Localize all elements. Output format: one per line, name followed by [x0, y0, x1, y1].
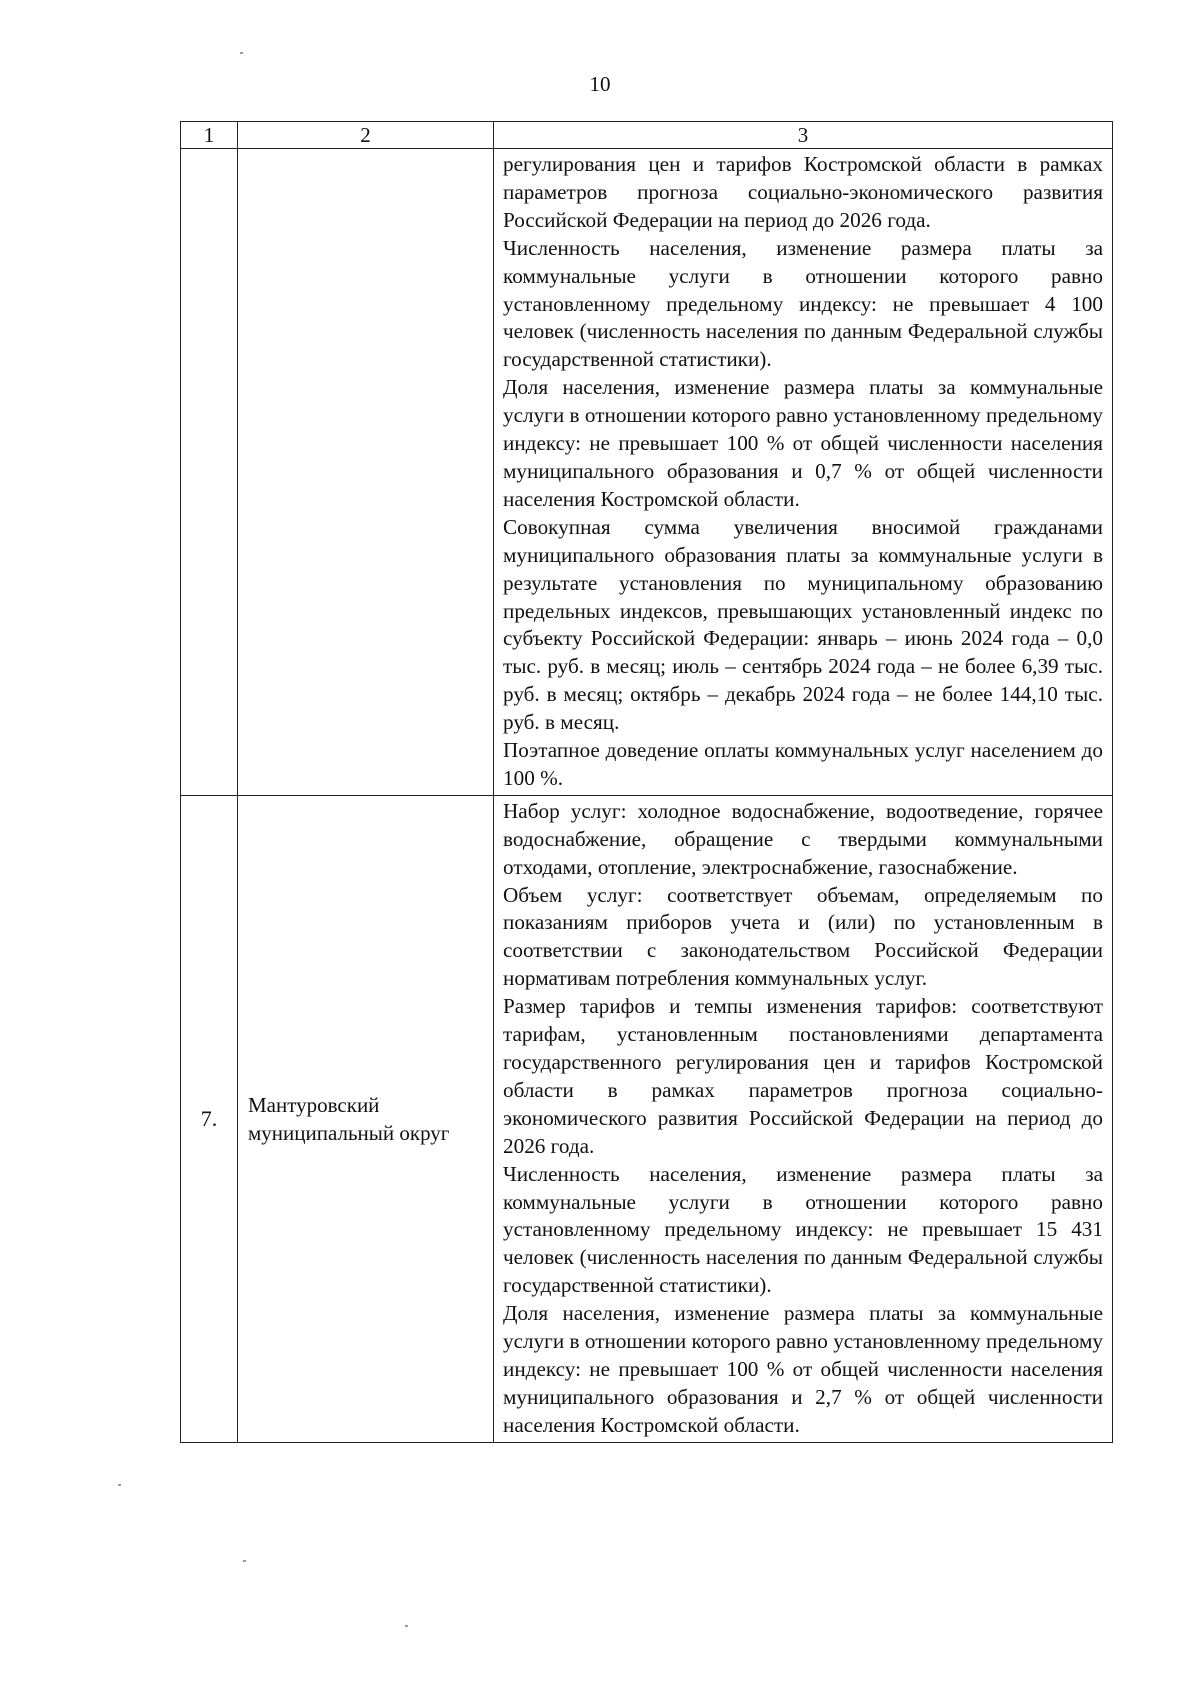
row-number: 7.	[181, 795, 238, 1442]
scan-speck	[240, 52, 243, 54]
page-number: 10	[589, 72, 611, 96]
column-header-3: 3	[494, 122, 1113, 149]
scan-speck	[243, 1560, 246, 1562]
description-paragraph: Совокупная сумма увеличения вносимой гражданами муниципального образования платы за коммунальные услуги в результате установления по муниципальному образованию предельных индексов, превышающих установленный индекс по субъекту Российской Федерации: январь – июнь 2024 года – 0,0 тыс. руб. в месяц; июль – сентябрь 2024 года – не более 6,39 тыс. руб. в месяц; октябрь – декабрь 2024 года – не более 144,10 тыс. руб. в месяц.	[503, 514, 1103, 735]
table-header-row	[181, 122, 1113, 149]
description-paragraph: Доля населения, изменение размера платы за коммунальные услуги в отношении которого равно установленному предельному индексу: не превышает 100 % от общей численности населения муниципального образования и 0,7 % от общей численности населения Костромской области.	[503, 375, 1103, 511]
description-paragraph: Численность населения, изменение размера платы за коммунальные услуги в отношении которого равно установленному предельному индексу: не превышает 4 100 человек (численность населения по данным Федеральной службы государственной статистики).	[503, 235, 1103, 372]
column-header-1: 1	[181, 122, 238, 149]
description-paragraph: Набор услуг: холодное водоснабжение, водоотведение, горячее водоснабжение, обращение с твердыми коммунальными отходами, отопление, электроснабжение, газоснабжение.	[503, 798, 1103, 879]
description-paragraph: Доля населения, изменение размера платы за коммунальные услуги в отношении которого равно установленному предельному индексу: не превышает 100 % от общей численности населения муниципального образования и 2,7 % от общей численности населения Костромской области.	[503, 1301, 1103, 1437]
region-name-cell	[238, 149, 494, 796]
region-name-line: Мантуровский	[248, 1092, 380, 1117]
description-cell	[494, 149, 1113, 796]
description-cell	[494, 795, 1113, 1442]
region-name-cell	[238, 795, 494, 1442]
description-paragraph: Поэтапное доведение оплаты коммунальных услуг населением до 100 %.	[503, 738, 1103, 790]
scan-speck	[405, 1625, 408, 1627]
description-paragraph: Численность населения, изменение размера платы за коммунальные услуги в отношении которого равно установленному предельному индексу: не превышает 15 431 человек (численность населения по данным Федеральной службы государственной статистики).	[503, 1161, 1103, 1298]
table-row	[181, 149, 1113, 796]
table-row	[181, 795, 1113, 1442]
scan-speck	[118, 1484, 121, 1486]
description-paragraph: Объем услуг: соответствует объемам, определяемым по показаниям приборов учета и (или) по установленным в соответствии с законодательством Российской Федерации нормативам потребления коммунальных услуг.	[503, 882, 1103, 991]
description-paragraph: Размер тарифов и темпы изменения тарифов: соответствуют тарифам, установленным постановлениями департамента государственного регулирования цен и тарифов Костромской области в рамках параметров прогноза социально-экономического развития Российской Федерации на период до 2026 года.	[503, 994, 1103, 1158]
document-table	[180, 121, 1113, 1443]
row-number	[181, 149, 238, 796]
region-name-line: муниципальный округ	[248, 1120, 450, 1145]
description-paragraph: регулирования цен и тарифов Костромской области в рамках параметров прогноза социально-экономического развития Российской Федерации на период до 2026 года.	[503, 152, 1103, 232]
column-header-2: 2	[238, 122, 494, 149]
